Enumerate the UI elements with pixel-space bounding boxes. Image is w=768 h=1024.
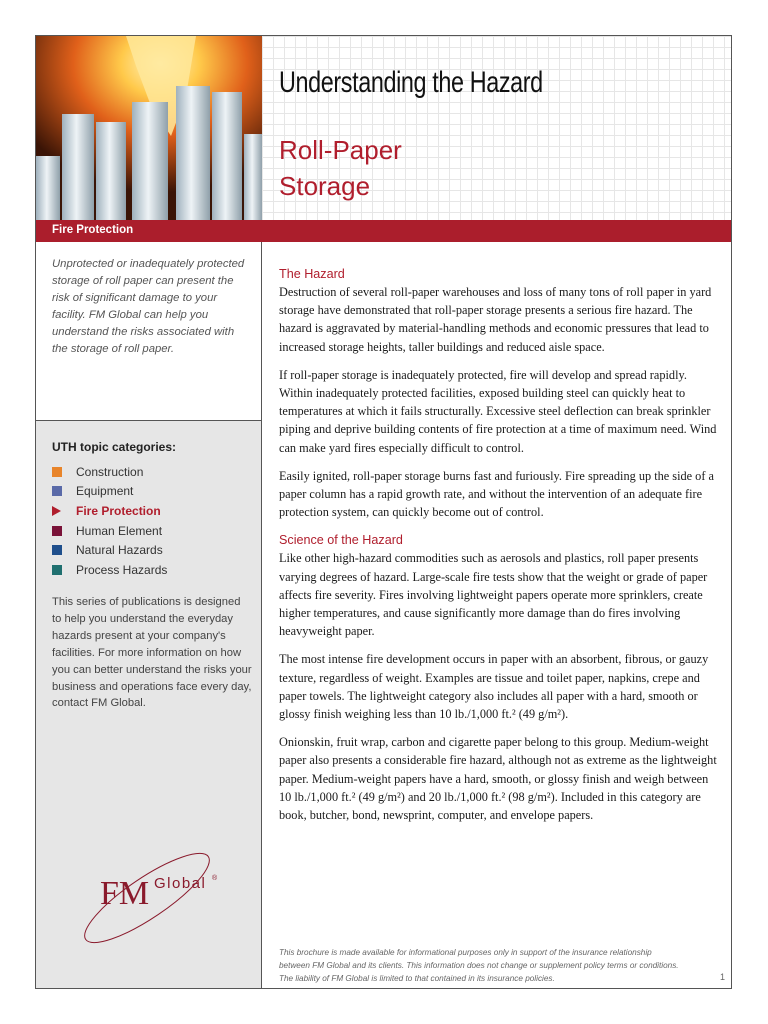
- subtitle-line-2: Storage: [279, 171, 371, 201]
- section-heading-science-of-the-hazard: Science of the Hazard: [279, 533, 403, 548]
- topic-construction[interactable]: [52, 462, 167, 482]
- square-bullet-icon: [52, 486, 62, 496]
- topics-heading: UTH topic categories:: [52, 440, 177, 454]
- topic-human-element[interactable]: [52, 521, 167, 541]
- logo-global-text: Global: [154, 875, 207, 892]
- topic-label: Construction: [76, 464, 144, 479]
- main-content: [279, 242, 719, 834]
- square-bullet-icon: [52, 526, 62, 536]
- document-page: [35, 35, 732, 989]
- paragraph: Like other high-hazard commodities such as aerosols and plastics, roll paper presents varying degrees of hazard. Large-scale fire tests show that the weight or grade of paper affects fire severity. Fires involving lightweight papers operate more sprinklers, create higher temperatures, and cause significantly more damage than do fires involving heavyweight paper.: [279, 551, 708, 639]
- logo-trademark: ®: [212, 875, 218, 882]
- category-label: Fire Protection: [52, 224, 134, 236]
- paragraph: Destruction of several roll-paper warehouses and loss of many tons of roll paper in yard storage have demonstrated that roll-paper storage presents a serious fire hazard. The hazard is aggravated by material-handling methods and economic pressures that lead to increased storage heights, taller buildings and reduced aisle space.: [279, 285, 712, 354]
- square-bullet-icon: [52, 467, 62, 477]
- topic-label: Process Hazards: [76, 562, 168, 577]
- topic-label: Equipment: [76, 484, 134, 499]
- paragraph: The most intense fire development occurs in paper with an absorbent, fibrous, or gauzy texture, regardless of weight. Examples are tissue and toilet paper, napkins, crepe and paper towels. The lightweight category also includes all paper with a hard, smooth or glossy finish weighing less than 10 lb./1,000 ft.² (49 g/m²).: [279, 652, 709, 722]
- square-bullet-icon: [52, 565, 62, 575]
- page-subtitle: [279, 132, 402, 204]
- page-number: 1: [719, 972, 725, 982]
- topic-label: Natural Hazards: [76, 543, 163, 558]
- topic-fire-protection[interactable]: [52, 501, 167, 521]
- footer-disclaimer: This brochure is made available for informational purposes only in support of the insurance relationship between FM Global and its clients. This information does not change or supplement policy terms or conditions. The liability of FM Global is limited to that contained in its insurance policies.: [279, 948, 679, 983]
- logo-fm-text: FM: [100, 875, 150, 912]
- sidebar: [36, 242, 262, 989]
- intro-box: [36, 242, 261, 421]
- paragraph: Easily ignited, roll-paper storage burns fast and furiously. Fire spreading up the side of a paper column has a rapid growth rate, and without the intervention of an adequate fire protection system, can quickly become out of control.: [279, 468, 714, 520]
- square-bullet-icon: [52, 545, 62, 555]
- topic-equipment[interactable]: [52, 482, 167, 502]
- topic-process-hazards[interactable]: [52, 560, 167, 580]
- subtitle-line-1: Roll-Paper: [279, 135, 402, 165]
- topic-list: [52, 462, 167, 580]
- category-band: [36, 220, 732, 242]
- page-title: Understanding the Hazard: [279, 66, 543, 99]
- topic-natural-hazards[interactable]: [52, 540, 167, 560]
- header-photo-burning-paper-rolls: [36, 36, 262, 220]
- series-description: This series of publications is designed to help you understand the everyday hazards present at your company's facilities. For more information on how you can better understand the risks your business and operations face every day, contact FM Global.: [52, 596, 252, 710]
- triangle-right-icon: [52, 506, 61, 516]
- paragraph: If roll-paper storage is inadequately protected, fire will develop and spread rapidly. Within inadequately protected facilities, exposed building steel can quickly heat to temperatures at which it fails structurally. Excessive steel deflection can break sprinkler piping and deprive building contents of fire protection at a time of maximum need. Wind can make yard fires especially difficult to control.: [279, 367, 717, 455]
- section-heading-the-hazard: The Hazard: [279, 267, 345, 281]
- paragraph: Onionskin, fruit wrap, carbon and cigarette paper belong to this group. Medium-weight paper also presents a considerable fire hazard, although not as extreme as the lightweight paper. Medium-weight papers have a hard, smooth, or glossy finish and weigh between 10 lb./1,000 ft.² (49 g/m²) and 20 lb./1,000 ft.² (98 g/m²). Included in this category are book, butcher, bond, newsprint, computer, and envelope papers.: [279, 735, 717, 823]
- fm-global-logo: [72, 842, 222, 954]
- topic-label: Human Element: [76, 523, 163, 538]
- header: [262, 36, 732, 220]
- topic-label: Fire Protection: [76, 503, 161, 518]
- intro-text: Unprotected or inadequately protected storage of roll paper can present the risk of significant damage to your facility. FM Global can help you understand the risks associated with the storage of roll paper.: [52, 258, 245, 355]
